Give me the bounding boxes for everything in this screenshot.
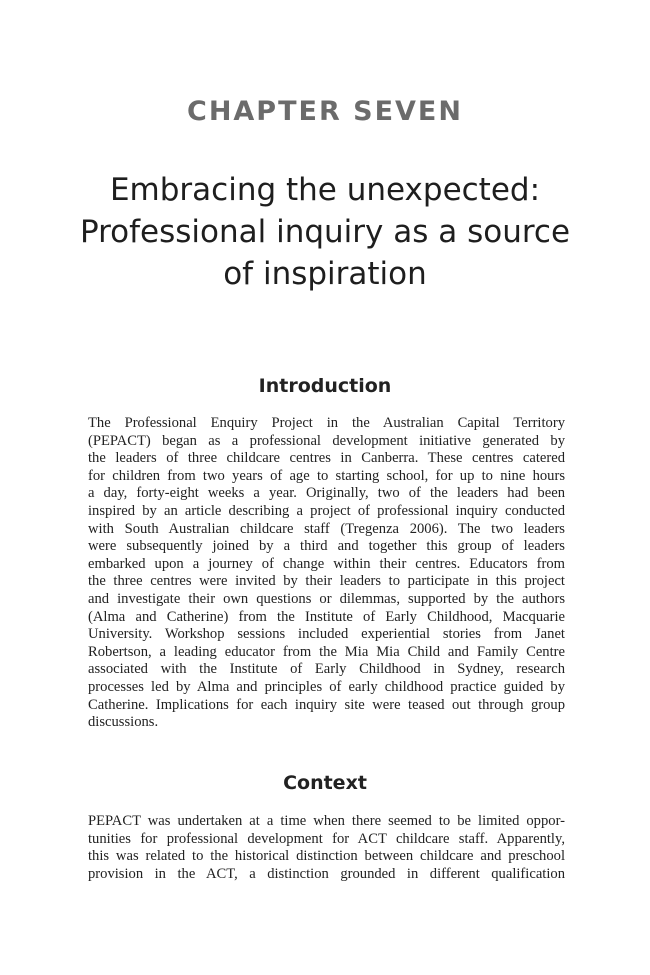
text-line: Catherine. Implications for each inquiry site were teased out through group xyxy=(88,696,565,713)
text-line: University. Workshop sessions included experiential stories from Janet xyxy=(88,626,565,643)
text-line: The Professional Enquiry Project in the Australian Capital Territory xyxy=(88,415,565,431)
chapter-title-line: Professional inquiry as a source xyxy=(79,214,571,250)
text-line: for children from two years of age to starting school, for up to nine hours xyxy=(88,467,565,484)
text-line: and investigate their own questions or dilemmas, supported by the authors xyxy=(88,590,565,607)
text-line: PEPACT was undertaken at a time when there seemed to be limited oppor- xyxy=(88,813,565,829)
chapter-title-line: Embracing the unexpected: xyxy=(109,172,541,208)
text-line: provision in the ACT, a distinction grounded in different qualification xyxy=(88,865,565,882)
context-paragraph xyxy=(88,813,565,883)
text-line: (PEPACT) began as a professional development initiative generated by xyxy=(88,432,565,449)
text-line: processes led by Alma and principles of early childhood practice guided by xyxy=(88,678,565,695)
section-heading-context: Context xyxy=(283,772,367,794)
text-line: this was related to the historical distinction between childcare and preschool xyxy=(88,848,565,865)
text-line: (Alma and Catherine) from the Institute of Early Childhood, Macquarie xyxy=(88,608,565,625)
text-line: embarked upon a journey of change within their centres. Educators from xyxy=(88,555,565,572)
text-line: associated with the Institute of Early Childhood in Sydney, research xyxy=(88,661,565,678)
text-line: tunities for professional development for ACT childcare staff. Apparently, xyxy=(88,830,565,847)
text-line: inspired by an article describing a project of professional inquiry conducted xyxy=(88,502,565,519)
chapter-title-line: of inspiration xyxy=(223,256,427,292)
text-line: were subsequently joined by a third and together this group of leaders xyxy=(88,538,565,555)
text-line: the leaders of three childcare centres in Canberra. These centres catered xyxy=(88,450,565,467)
introduction-paragraph xyxy=(88,415,565,732)
text-line: discussions. xyxy=(88,714,159,731)
chapter-title xyxy=(60,169,590,295)
chapter-label: CHAPTER SEVEN xyxy=(187,96,463,127)
text-line: the three centres were invited by their leaders to participate in this project xyxy=(88,573,565,590)
text-line: a day, forty-eight weeks a year. Originally, two of the leaders had been xyxy=(88,485,565,502)
text-line: with South Australian childcare staff (Tregenza 2006). The two leaders xyxy=(88,520,565,537)
section-heading-introduction: Introduction xyxy=(258,375,392,397)
text-line: Robertson, a leading educator from the Mia Mia Child and Family Centre xyxy=(88,643,565,660)
